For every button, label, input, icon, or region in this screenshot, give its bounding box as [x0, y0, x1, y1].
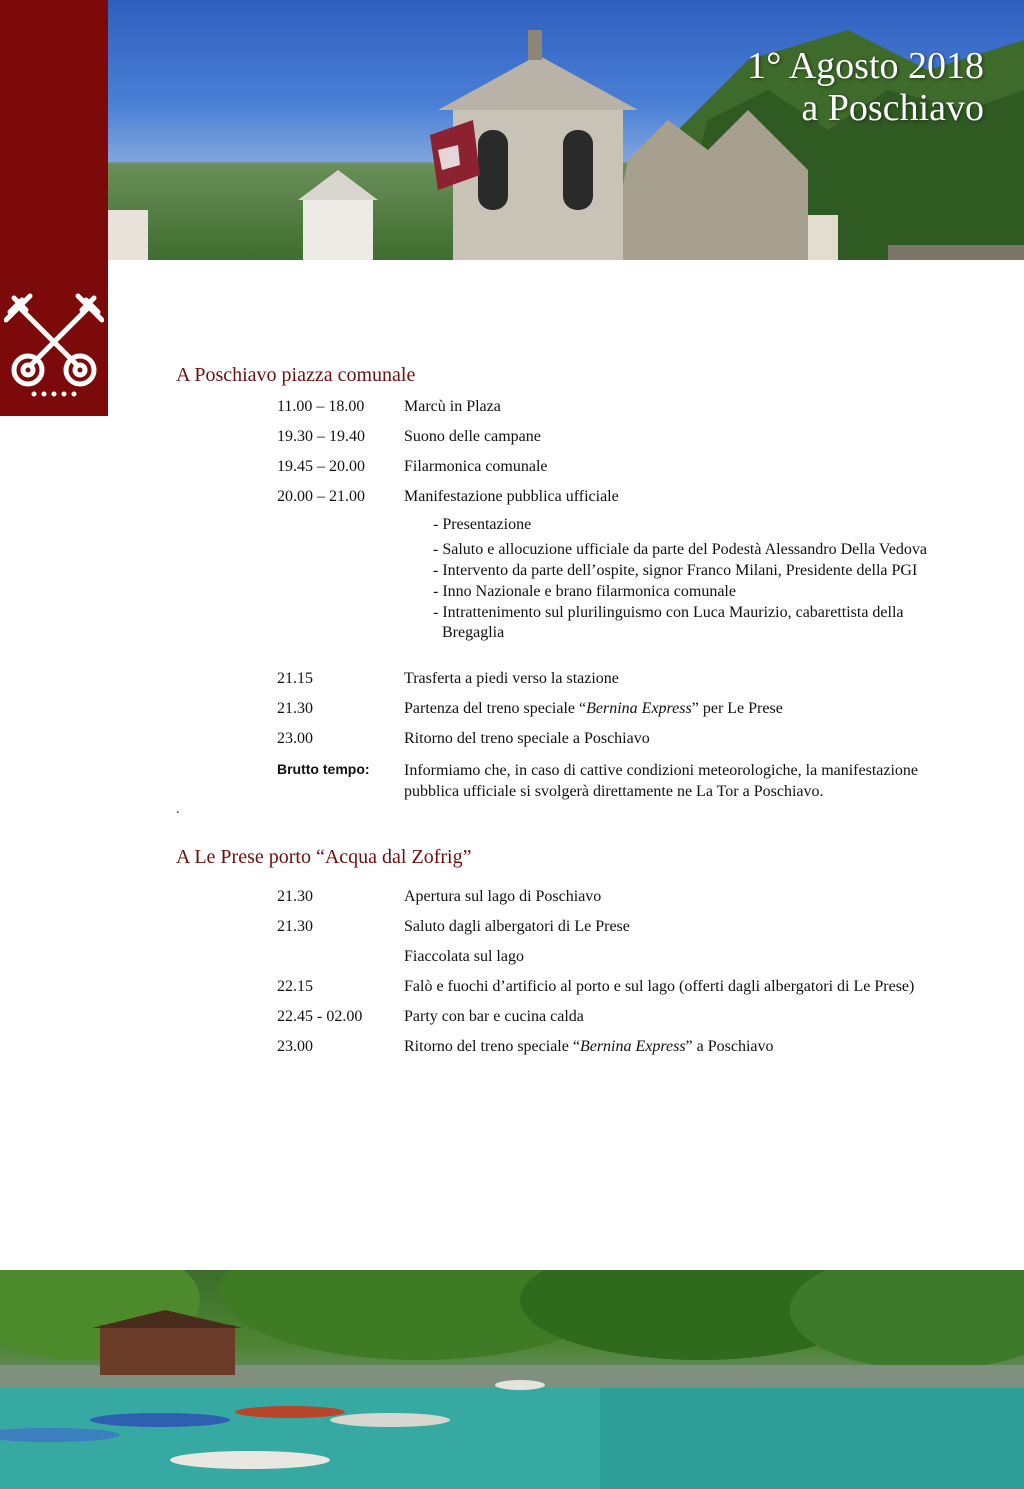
bad-weather-label: Brutto tempo: [277, 761, 370, 777]
row-time: 21.30 [277, 918, 313, 935]
title-line-place: a Poschiavo [801, 87, 984, 129]
row-time: 23.00 [277, 730, 313, 747]
page-title [747, 45, 984, 129]
sub-item: - Intervento da parte dell’ospite, signor Franco Milani, Presidente della PGI [433, 562, 918, 579]
row-desc-post: ” a Poschiavo [685, 1038, 774, 1055]
sub-item: - Presentazione [433, 516, 532, 533]
crossed-keys-icon [4, 288, 104, 400]
bad-weather-line: pubblica ufficiale si svolgerà direttamente ne La Tor a Poschiavo. [404, 783, 824, 800]
sub-item-continuation: Bregaglia [442, 624, 505, 641]
row-desc-post: ” per Le Prese [691, 700, 783, 717]
row-time: 21.30 [277, 700, 313, 717]
bad-weather-line: Informiamo che, in caso di cattive condizioni meteorologiche, la manifestazione [404, 762, 919, 779]
train-name: Bernina Express [586, 700, 692, 717]
bad-weather-note [404, 760, 994, 802]
row-time: 20.00 – 21.00 [277, 488, 365, 505]
church-tower-illustration [108, 0, 1024, 260]
row-desc [404, 1036, 1004, 1058]
row-desc: Saluto dagli albergatori di Le Prese [404, 918, 630, 935]
row-desc-pre: Partenza del treno speciale “ [404, 700, 587, 717]
row-desc: Falò e fuochi d’artificio al porto e sul lago (offerti dagli albergatori di Le Prese) [404, 978, 915, 995]
separator-dot: . [176, 802, 180, 817]
row-desc-pre: Ritorno del treno speciale “ [404, 1038, 580, 1055]
row-desc: Suono delle campane [404, 428, 541, 445]
row-time: 23.00 [277, 1038, 313, 1055]
sub-item: - Inno Nazionale e brano filarmonica comunale [433, 583, 736, 600]
row-desc [404, 698, 1004, 720]
row-desc: Ritorno del treno speciale a Poschiavo [404, 730, 650, 747]
row-time: 19.45 – 20.00 [277, 458, 365, 475]
sidebar-band [0, 0, 108, 416]
row-time: 11.00 – 18.00 [277, 398, 365, 415]
train-name: Bernina Express [579, 1038, 686, 1055]
section-title-poschiavo: A Poschiavo piazza comunale [176, 364, 416, 386]
footer-lake-photo [0, 1270, 1024, 1489]
title-line-date: 1° Agosto 2018 [747, 45, 984, 87]
row-time: 19.30 – 19.40 [277, 428, 365, 445]
row-time: 21.15 [277, 670, 313, 687]
row-desc: Party con bar e cucina calda [404, 1008, 584, 1025]
row-time: 22.45 - 02.00 [277, 1008, 363, 1025]
sub-item: - Saluto e allocuzione ufficiale da parte del Podestà Alessandro Della Vedova [433, 541, 927, 558]
row-desc: Apertura sul lago di Poschiavo [404, 888, 602, 905]
row-desc: Filarmonica comunale [404, 458, 548, 475]
row-time: 21.30 [277, 888, 313, 905]
row-time: 22.15 [277, 978, 313, 995]
header-photo [108, 0, 1024, 260]
row-desc: Marcù in Plaza [404, 398, 501, 415]
section-title-le-prese: A Le Prese porto “Acqua dal Zofrig” [176, 846, 472, 868]
row-desc: Manifestazione pubblica ufficiale [404, 488, 619, 505]
row-desc: Fiaccolata sul lago [404, 948, 524, 965]
sub-item: - Intrattenimento sul plurilinguismo con Luca Maurizio, cabarettista della [433, 604, 904, 621]
row-desc: Trasferta a piedi verso la stazione [404, 670, 619, 687]
lake-boats-illustration [0, 1270, 1024, 1489]
